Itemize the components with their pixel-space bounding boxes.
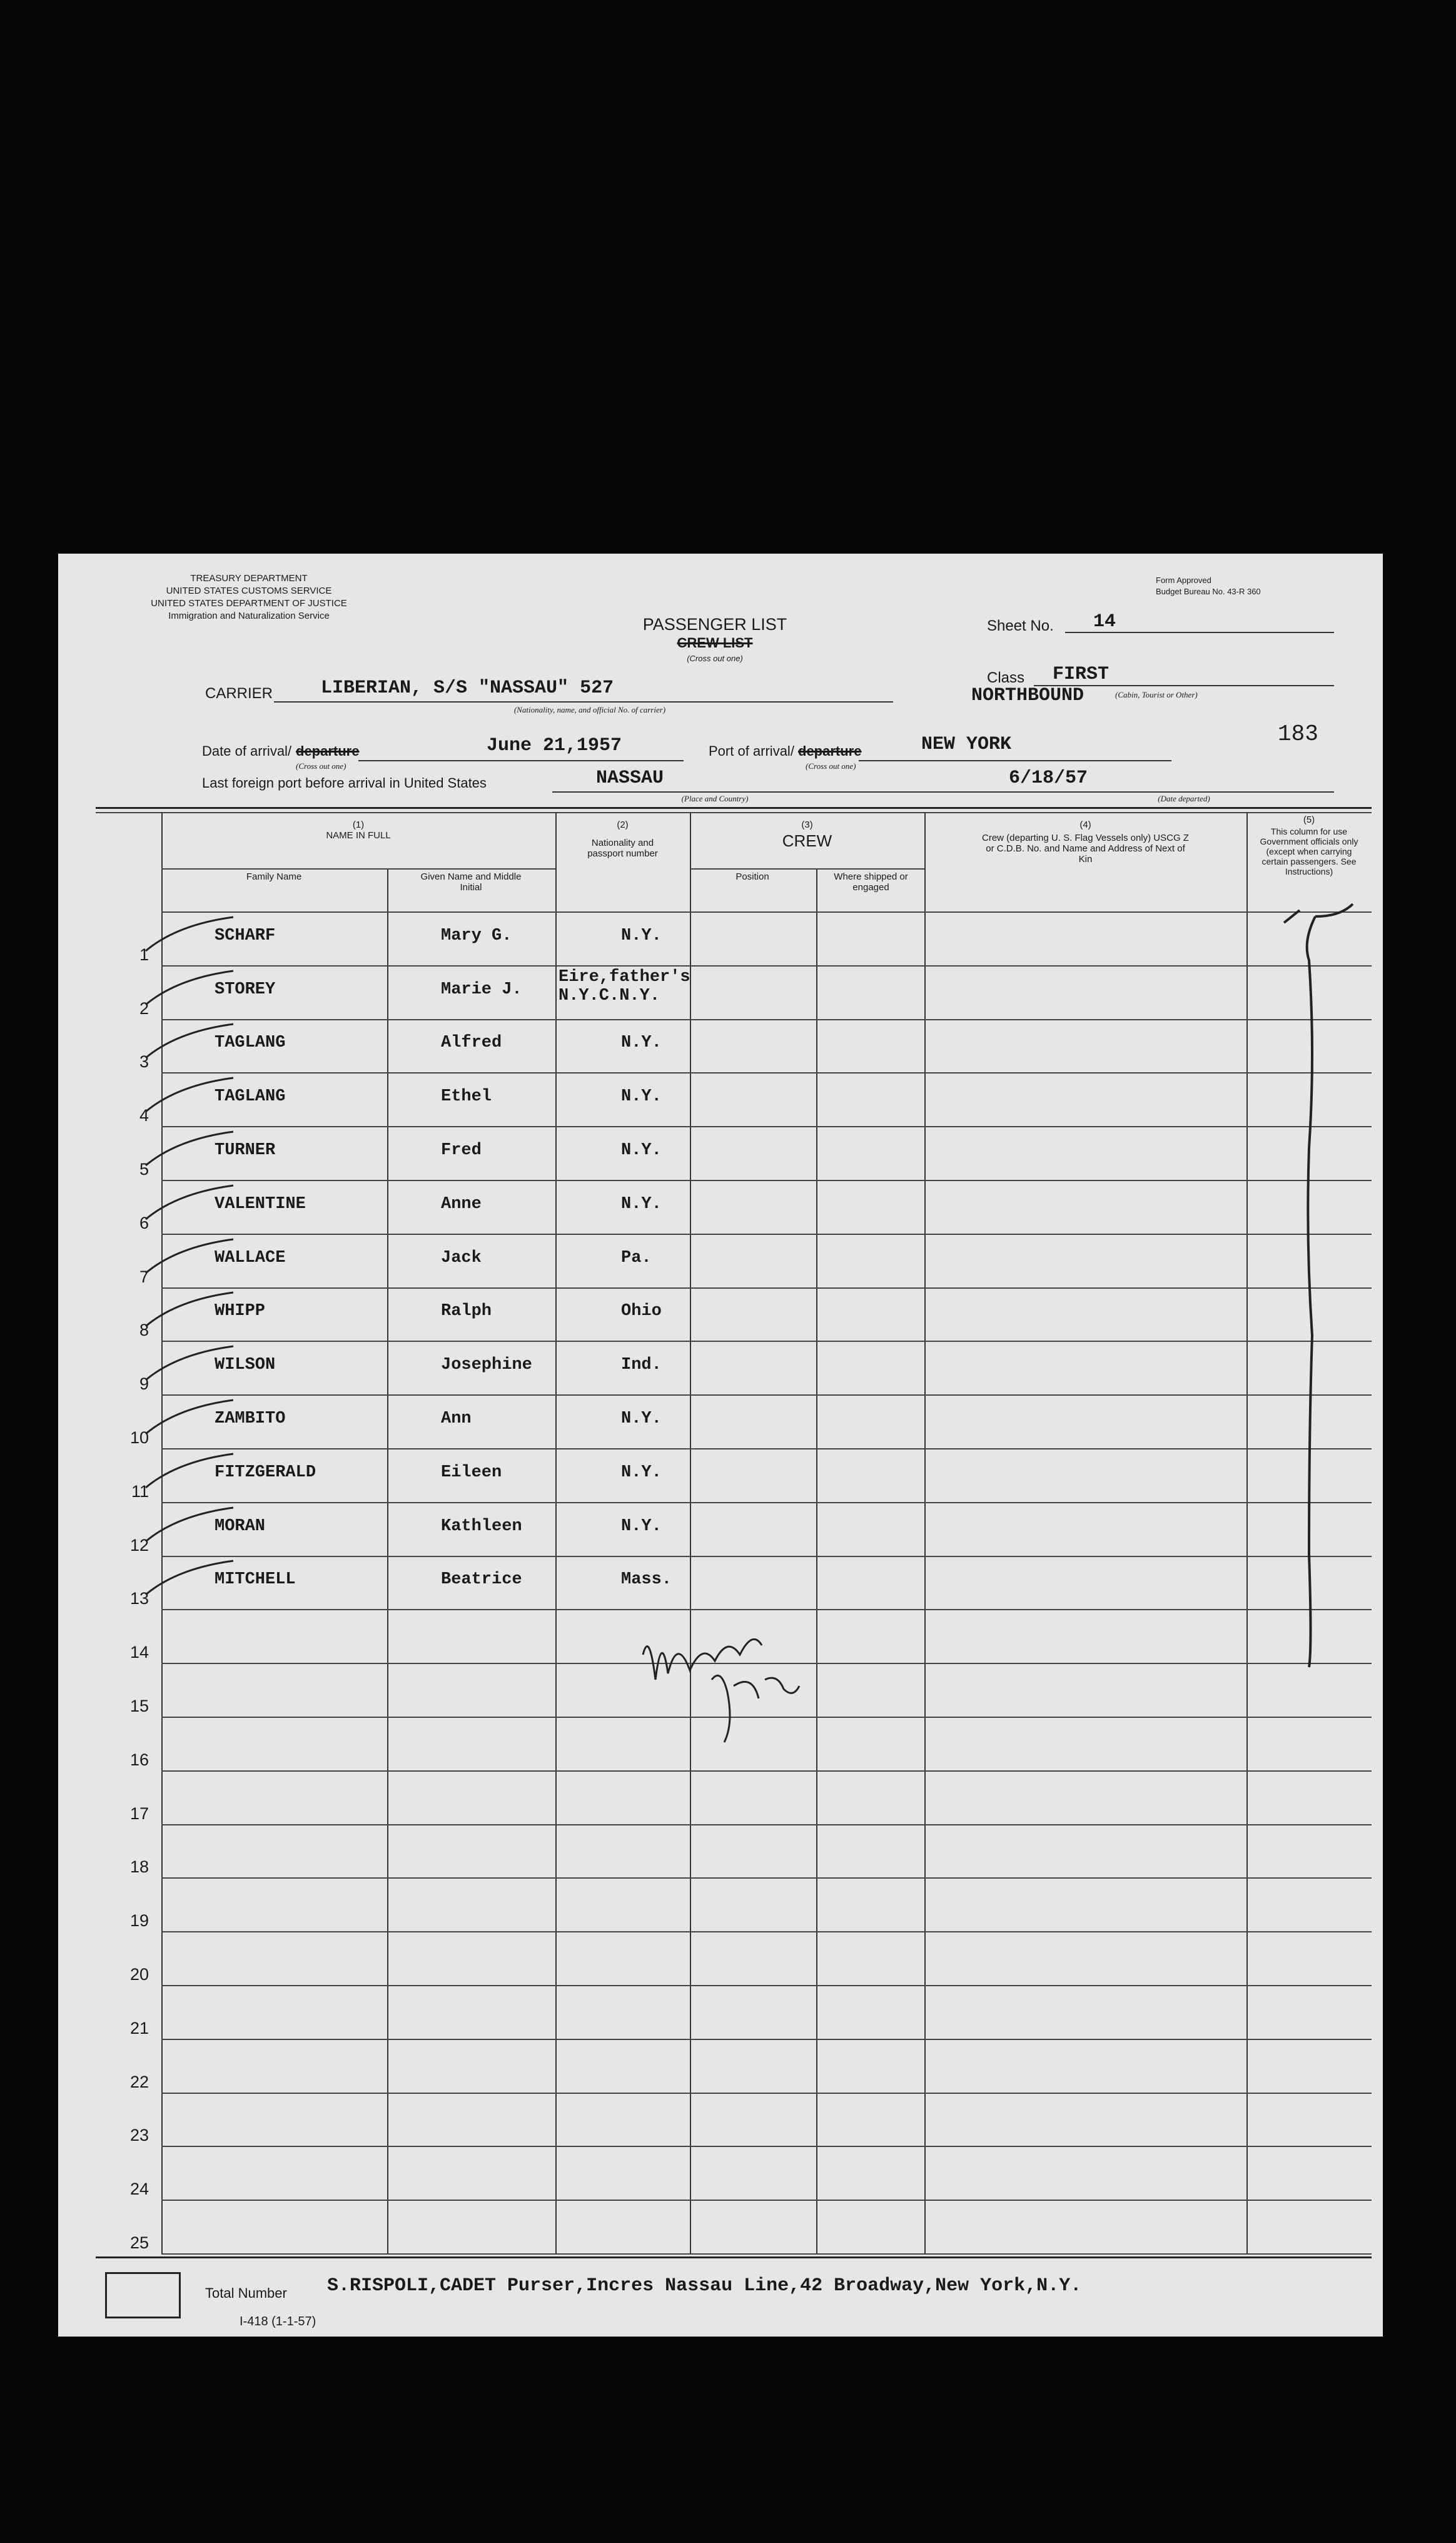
carrier-value: LIBERIAN, S/S "NASSAU" 527 (321, 678, 614, 699)
family-name-header: Family Name (246, 871, 302, 882)
signature-mark (643, 1639, 762, 1680)
row-number: 10 (129, 1428, 149, 1447)
total-box (105, 2272, 181, 2318)
stamp-number: 183 (1278, 721, 1318, 747)
agency-line: UNITED STATES DEPARTMENT OF JUSTICE (151, 598, 347, 609)
family-name: TAGLANG (215, 1087, 286, 1107)
row-number: 15 (129, 1697, 149, 1715)
carrier-note: (Nationality, name, and official No. of carrier) (513, 705, 666, 714)
given-name: Marie J. (441, 980, 522, 999)
nationality: N.Y. (621, 1141, 662, 1160)
row-number: 7 (139, 1267, 149, 1286)
class-note: (Cabin, Tourist or Other) (1115, 690, 1198, 699)
col5-title: This column for use Government officials only (except when carrying certain passengers. See Instructions) (1260, 826, 1358, 876)
agency-line: TREASURY DEPARTMENT (190, 573, 308, 584)
row-number: 18 (129, 1857, 149, 1877)
row-number: 14 (129, 1643, 149, 1662)
given-name: Fred (441, 1141, 482, 1160)
nationality: Ind. (621, 1356, 662, 1375)
check-mark-line (1307, 904, 1353, 1667)
row-number: 23 (129, 2126, 149, 2145)
col5-num: (5) (1303, 815, 1315, 825)
nationality: N.Y. (621, 1194, 662, 1214)
port-label: Port of arrival/ (709, 743, 794, 759)
passenger-list-form (58, 554, 1383, 2337)
col2-num: (2) (617, 820, 629, 830)
col1-title: NAME IN FULL (326, 830, 391, 841)
family-name: MORAN (215, 1516, 266, 1536)
family-name: TAGLANG (215, 1033, 286, 1053)
form-approved: Form Approved (1156, 576, 1211, 585)
budget-bureau: Budget Bureau No. 43-R 360 (1156, 587, 1261, 596)
family-name: WILSON (215, 1356, 276, 1375)
arrival-value: June 21,1957 (487, 735, 622, 756)
nationality: N.Y. (621, 1409, 662, 1428)
cross-note-1: (Cross out one) (296, 761, 346, 771)
last-port-value: NASSAU (596, 768, 664, 789)
shipped-header: Where shipped or engaged (834, 871, 908, 893)
row-number: 13 (129, 1589, 149, 1608)
crew-list-struck: CREW LIST (677, 635, 753, 651)
col2-title: Nationality and passport number (587, 838, 658, 859)
form-title: PASSENGER LIST (642, 615, 787, 634)
row-number: 3 (139, 1052, 149, 1072)
row-number: 1 (139, 945, 149, 964)
row-number: 12 (129, 1535, 149, 1555)
row-number: 8 (139, 1321, 149, 1340)
nationality: N.Y. (621, 1033, 662, 1053)
cross-out-note: (Cross out one) (687, 654, 743, 663)
signature-line: S.RISPOLI,CADET Purser,Incres Nassau Line,42 Broadway,New York,N.Y. (327, 2275, 1082, 2297)
row-number: 24 (129, 2180, 149, 2199)
port-value: NEW YORK (921, 734, 1012, 755)
date-departed-value: 6/18/57 (1009, 768, 1088, 789)
nationality: Ohio (621, 1302, 662, 1321)
class-label: Class (987, 669, 1025, 686)
given-name: Jack (441, 1248, 482, 1267)
family-name: STOREY (215, 980, 276, 999)
handwriting-layer (58, 554, 1383, 2337)
arrival-struck: departure (296, 743, 360, 759)
col4-title: Crew (departing U. S. Flag Vessels only) USCG Z or C.D.B. No. and Name and Address of Next of Kin (982, 833, 1189, 865)
row-number: 9 (139, 1374, 149, 1394)
given-name: Alfred (441, 1033, 502, 1053)
family-name: WALLACE (215, 1248, 286, 1267)
check-tick (1284, 910, 1300, 923)
row-number: 17 (129, 1804, 149, 1823)
given-name: Ann (441, 1409, 472, 1428)
given-name: Kathleen (441, 1516, 522, 1536)
row-number: 16 (129, 1750, 149, 1769)
family-name: WHIPP (215, 1302, 266, 1321)
col1-num: (1) (352, 820, 365, 830)
initials-mark (712, 1675, 799, 1742)
family-name: FITZGERALD (215, 1463, 316, 1482)
position-header: Position (736, 871, 769, 882)
last-port-label: Last foreign port before arrival in United States (202, 775, 487, 791)
given-name: Mary G. (441, 926, 512, 945)
family-name: SCHARF (215, 926, 276, 945)
table-bottom-rule (96, 2256, 1372, 2258)
col4-num: (4) (1079, 820, 1091, 830)
nationality: Pa. (621, 1248, 652, 1267)
given-name-header: Given Name and Middle Initial (420, 871, 522, 893)
date-departed-note: (Date departed) (1158, 794, 1210, 803)
place-note: (Place and Country) (681, 794, 749, 803)
row-number: 22 (129, 2072, 149, 2091)
given-name: Josephine (441, 1356, 532, 1375)
col3-num: (3) (801, 820, 813, 830)
sheet-number: 14 (1093, 611, 1116, 632)
row-number: 25 (129, 2233, 149, 2252)
row-number: 11 (131, 1481, 149, 1501)
nationality: N.Y. (621, 1463, 662, 1482)
row-number: 21 (129, 2018, 149, 2038)
row-number: 5 (139, 1160, 149, 1179)
given-name: Anne (441, 1194, 482, 1214)
agency-line: Immigration and Naturalization Service (168, 611, 330, 621)
family-name: MITCHELL (215, 1570, 296, 1590)
row-number: 4 (139, 1106, 149, 1125)
row-number: 2 (139, 998, 149, 1018)
family-name: TURNER (215, 1141, 276, 1160)
nationality: Eire,father's (559, 967, 690, 987)
given-name: Beatrice (441, 1570, 522, 1590)
family-name: ZAMBITO (215, 1409, 286, 1428)
row-number: 6 (139, 1213, 149, 1232)
nationality: N.Y. (621, 1516, 662, 1536)
nationality: N.Y. (621, 1087, 662, 1107)
row-number: 19 (129, 1911, 149, 1931)
form-number: I-418 (1-1-57) (240, 2315, 316, 2328)
arrival-label: Date of arrival/ (202, 743, 292, 759)
class-value: FIRST (1053, 664, 1110, 685)
total-label: Total Number (205, 2285, 287, 2301)
family-name: VALENTINE (215, 1194, 306, 1214)
nationality: N.Y. (621, 926, 662, 945)
nationality-line-2: N.Y.C.N.Y. (559, 986, 660, 1005)
carrier-label: CARRIER (205, 685, 273, 702)
given-name: Ralph (441, 1302, 492, 1321)
sheet-label: Sheet No. (987, 617, 1054, 634)
agency-line: UNITED STATES CUSTOMS SERVICE (166, 586, 332, 596)
col3-title: CREW (782, 831, 832, 850)
direction-value: NORTHBOUND (971, 685, 1084, 706)
port-struck: departure (798, 743, 862, 759)
cross-note-2: (Cross out one) (806, 761, 856, 771)
row-number: 20 (129, 1965, 149, 1984)
given-name: Eileen (441, 1463, 502, 1482)
given-name: Ethel (441, 1087, 492, 1107)
nationality: Mass. (621, 1570, 672, 1590)
